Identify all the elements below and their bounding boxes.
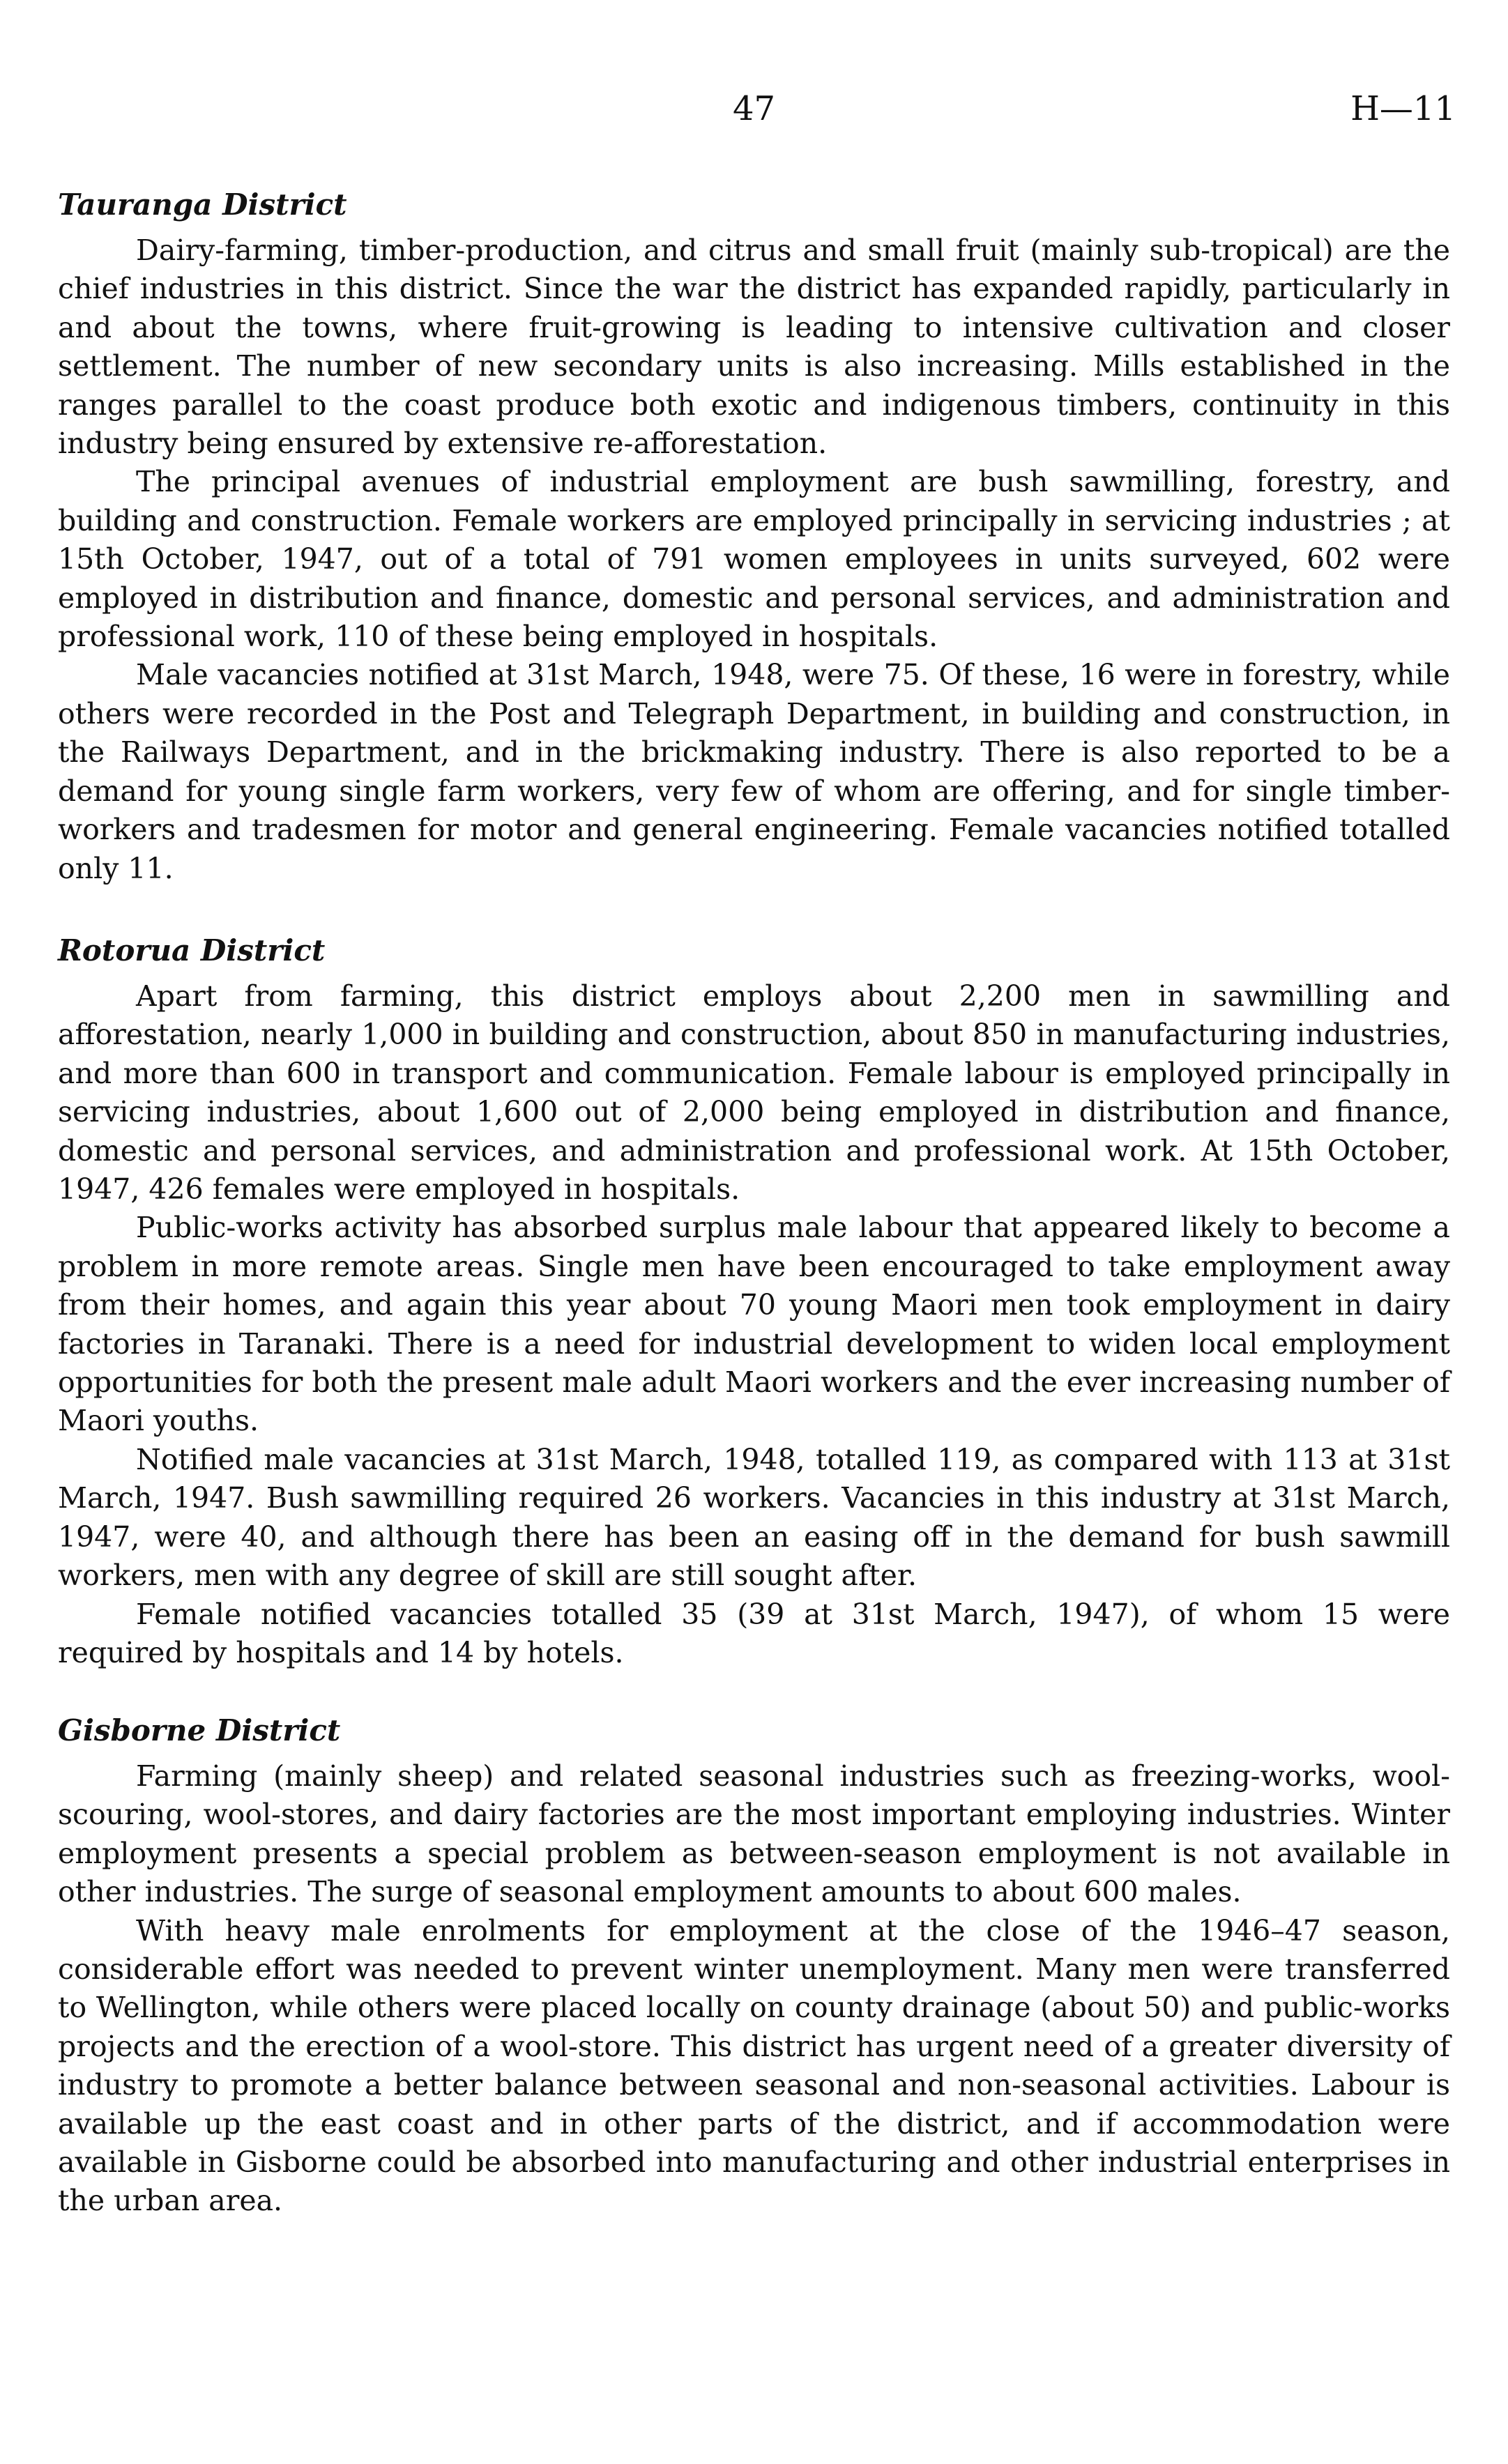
paragraph: With heavy male enrolments for employment at the close of the 1946–47 season, considerable effort was needed to prevent winter unemployment. Many men were transferred to Wellington, while others were placed locally on county drainage (about 50) and public-works projects and the erection of a wool-store. This district has urgent need of a greater diversity of industry to promote a better balance between seasonal and non-seasonal activities. Labour is available up the east coast and in other parts of the district, and if accommodation were available in Gisborne could be absorbed into manufacturing and other industrial enterprises in the urban area.: [58, 1913, 1450, 2218]
section-heading: Rotorua District: [58, 933, 326, 967]
paragraph: Public-works activity has absorbed surplus male labour that appeared likely to become a problem in more remote areas. Single men have been encouraged to take employment away from their homes, and again this year about 70 young Maori men took employment in dairy factories in Taranaki. There is a need for industrial development to widen local employment opportunities for both the present male adult Maori workers and the ever increasing number of Maori youths.: [58, 1211, 1450, 1438]
paragraph: The principal avenues of industrial employment are bush sawmilling, forestry, and building and construction. Female workers are employed principally in servicing industries ; at 15th October, 1947, out of a total of 791 women employees in units surveyed, 602 were employed in distribution and finance, domestic and personal services, and administration and professional work, 110 of these being employed in hospitals.: [58, 465, 1450, 654]
report-reference: H—11: [1350, 89, 1456, 128]
paragraph: Female notified vacancies totalled 35 (39 at 31st March, 1947), of whom 15 were required by hospitals and 14 by hotels.: [58, 1597, 1450, 1669]
page-number: 47: [732, 89, 776, 128]
section-rotorua-district: [58, 931, 1450, 1672]
paragraph: Dairy-farming, timber-production, and citrus and small fruit (mainly sub-tropical) are the chief industries in this district. Since the war the district has expanded rapidly, particularly in and about the towns, where fruit-growing is leading to intensive cultivation and closer settlement. The number of new secondary units is also increasing. Mills established in the ranges parallel to the coast produce both exotic and indigenous timbers, continuity in this industry being ensured by extensive re-afforestation.: [58, 234, 1450, 461]
section-heading: Gisborne District: [58, 1713, 341, 1747]
paragraph: Apart from farming, this district employs about 2,200 men in sawmilling and afforestation, nearly 1,000 in building and construction, about 850 in manufacturing industries, and more than 600 in transport and communication. Female labour is employed principally in servicing industries, about 1,600 out of 2,000 being employed in distribution and finance, domestic and personal services, and administration and professional work. At 15th October, 1947, 426 females were employed in hospitals.: [58, 979, 1450, 1207]
paragraph: Notified male vacancies at 31st March, 1948, totalled 119, as compared with 113 at 31st March, 1947. Bush sawmilling required 26 workers. Vacancies in this industry at 31st March, 1947, were 40, and although there has been an easing off in the demand for bush sawmill workers, men with any degree of skill are still sought after.: [58, 1442, 1450, 1593]
paragraph: Farming (mainly sheep) and related seasonal industries such as freezing-works, wool-scouring, wool-stores, and dairy factories are the most important employing industries. Winter employment presents a special problem as between-season employment is not available in other industries. The surge of seasonal employment amounts to about 600 males.: [58, 1759, 1450, 1909]
section-heading: Tauranga District: [58, 188, 347, 222]
paragraph: Male vacancies notified at 31st March, 1948, were 75. Of these, 16 were in forestry, while others were recorded in the Post and Telegraph Department, in building and construction, in the Railways Department, and in the brickmaking industry. There is also reported to be a demand for young single farm workers, very few of whom are offering, and for single timber-workers and tradesmen for motor and general engineering. Female vacancies notified totalled only 11.: [58, 658, 1450, 885]
section-tauranga-district: [58, 185, 1450, 888]
section-gisborne-district: [58, 1711, 1450, 2221]
